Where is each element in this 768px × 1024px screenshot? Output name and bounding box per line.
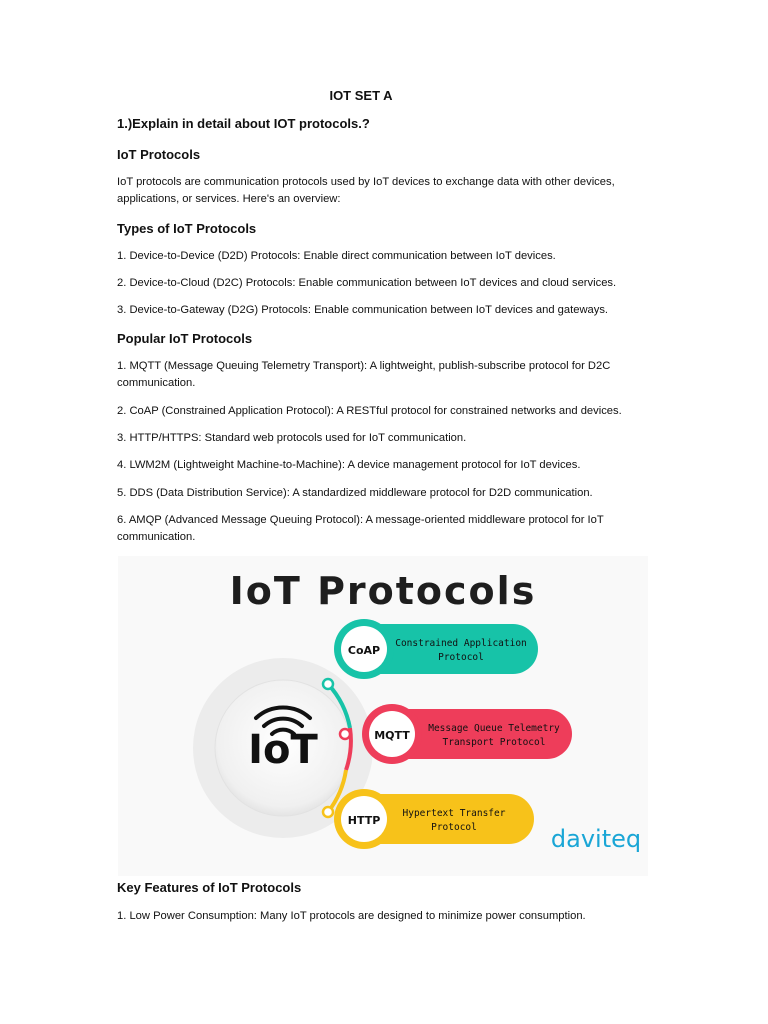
coap-line2: Protocol: [438, 652, 484, 663]
popular-item-1: 1. MQTT (Message Queuing Telemetry Transport): A lightweight, publish-subscribe protocol for D2C communication.: [117, 360, 611, 389]
http-line1: Hypertext Transfer: [402, 808, 506, 819]
intro-paragraph: IoT protocols are communication protocols used by IoT devices to exchange data with other devices, applications, or services. Here's an overview:: [117, 176, 615, 205]
iot-diagram: [118, 556, 648, 876]
popular-item-6: 6. AMQP (Advanced Message Queuing Protocol): A message-oriented middleware protocol for IoT communication.: [117, 514, 604, 543]
mqtt-line1: Message Queue Telemetry: [428, 723, 560, 734]
heading-features: Key Features of IoT Protocols: [117, 880, 302, 895]
heading-types: Types of IoT Protocols: [117, 221, 257, 236]
mqtt-banner: [340, 704, 572, 764]
mqtt-line2: Transport Protocol: [442, 737, 546, 748]
types-item-1: 1. Device-to-Device (D2D) Protocols: Enable direct communication between IoT devices.: [117, 250, 556, 262]
coap-banner: [323, 619, 538, 689]
popular-item-5: 5. DDS (Data Distribution Service): A standardized middleware protocol for D2D communication.: [117, 487, 593, 499]
iot-protocols-figure: [118, 556, 648, 876]
document-title: IOT SET A: [329, 88, 393, 103]
popular-item-4: 4. LWM2M (Lightweight Machine-to-Machine): A device management protocol for IoT devices.: [117, 459, 581, 471]
http-banner: [323, 789, 534, 849]
daviteq-logo: daviteq: [550, 825, 642, 853]
heading-popular: Popular IoT Protocols: [117, 331, 253, 346]
popular-item-2: 2. CoAP (Constrained Application Protocol): A RESTful protocol for constrained networks and devices.: [117, 405, 622, 417]
mqtt-badge: MQTT: [374, 729, 410, 742]
question-heading: 1.)Explain in detail about IOT protocols.?: [117, 116, 370, 131]
features-item-1: 1. Low Power Consumption: Many IoT protocols are designed to minimize power consumption.: [117, 910, 586, 922]
coap-badge: CoAP: [347, 644, 381, 657]
heading-iot-protocols: IoT Protocols: [117, 147, 201, 162]
types-item-3: 3. Device-to-Gateway (D2G) Protocols: Enable communication between IoT devices and gateways.: [117, 304, 609, 316]
center-label: IoT: [248, 727, 318, 773]
http-line2: Protocol: [431, 822, 477, 833]
popular-item-3: 3. HTTP/HTTPS: Standard web protocols used for IoT communication.: [117, 432, 467, 444]
http-badge: HTTP: [347, 814, 381, 827]
types-item-2: 2. Device-to-Cloud (D2C) Protocols: Enable communication between IoT devices and cloud services.: [117, 277, 617, 289]
figure-title: IoT Protocols: [229, 569, 537, 613]
coap-line1: Constrained Application: [395, 638, 527, 649]
